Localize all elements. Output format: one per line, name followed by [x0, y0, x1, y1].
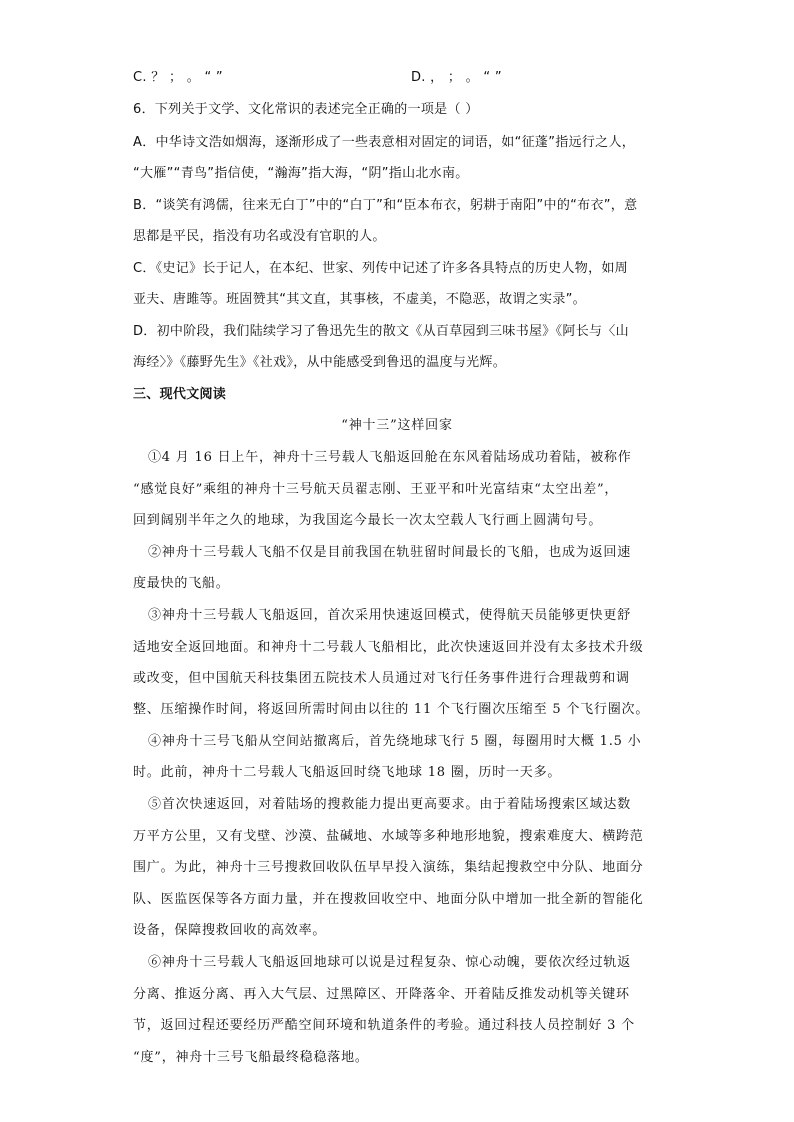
paragraph-1-line3: 回到阔别半年之久的地球，为我国迄今最长一次太空载人飞行画上圆满句号。	[133, 513, 603, 528]
question-6-stem: 6．下列关于文学、文化常识的表述完全正确的一项是（ ）	[133, 102, 479, 117]
paragraph-2-line2: 度最快的飞船。	[133, 576, 230, 591]
paragraph-3-line2: 适地安全返回地面。和神舟十二号载人飞船相比，此次快速返回并没有太多技术升级	[133, 640, 644, 655]
article-title: “神十三”这样回家	[341, 418, 453, 433]
paragraph-6-line2: 分离、推返分离、再入大气层、过黑障区、开降落伞、开着陆反推发动机等关键环	[133, 987, 630, 1002]
question-6-option-c-line2: 亚夫、唐雎等。班固赞其“其文直，其事核，不虚美，不隐恶，故谓之实录”。	[133, 292, 586, 307]
paragraph-3-line4: 整、压缩操作时间，将返回所需时间由以往的 11 个飞行圈次压缩至 5 个飞行圈次。	[133, 702, 650, 717]
paragraph-3-line3: 或改变，但中国航天科技集团五院技术人员通过对飞行任务事件进行合理裁剪和调	[133, 671, 630, 686]
question-6-option-b-line1: B．“谈笑有鸿儒，往来无白丁”中的“白丁”和“臣本布衣，躬耕于南阳”中的“布衣”，意	[133, 198, 638, 213]
paragraph-6-line3: 节，返回过程还要经历严酷空间环境和轨道条件的考验。通过科技人员控制好 3 个	[133, 1018, 635, 1033]
paragraph-5-line4: 队、医监医保等各方面力量，并在搜救回收空中、地面分队中增加一批全新的智能化	[133, 892, 644, 907]
paragraph-5-line5: 设备，保障搜救回收的高效率。	[133, 923, 327, 938]
paragraph-5-line1: ⑤首次快速返回，对着陆场的搜救能力提出更高要求。由于着陆场搜索区域达数	[148, 797, 632, 812]
paragraph-1-line2: “感觉良好”乘组的神舟十三号航天员翟志刚、王亚平和叶光富结束“太空出差”，	[133, 482, 619, 497]
question-6-option-d-line2: 海经〉》《藤野先生》《社戏》，从中能感受到鲁迅的温度与光辉。	[133, 355, 507, 370]
option-c-punctuation: C. ？ ； 。 “ ”	[133, 70, 223, 85]
question-6-option-a-line1: A．中华诗文浩如烟海，逐渐形成了一些表意相对固定的词语，如“征蓬”指远行之人，	[133, 135, 636, 150]
question-6-option-b-line2: 思都是平民，指没有功名或没有官职的人。	[133, 229, 386, 244]
paragraph-6-line4: “度”，神舟十三号飞船最终稳稳落地。	[133, 1050, 369, 1065]
paragraph-5-line2: 万平方公里，又有戈壁、沙漠、盐碱地、水域等多种地形地貌，搜索难度大、横跨范	[133, 829, 644, 844]
paragraph-4-line1: ④神舟十三号飞船从空间站撤离后，首先绕地球飞行 5 圈，每圈用时大概 1.5 小	[148, 734, 642, 749]
question-6-option-d-line1: D．初中阶段，我们陆续学习了鲁迅先生的散文《从百草园到三味书屋》《阿长与〈山	[133, 324, 629, 339]
paragraph-6-line1: ⑥神舟十三号载人飞船返回地球可以说是过程复杂、惊心动魄，要依次经过轨返	[148, 955, 632, 970]
paragraph-2-line1: ②神舟十三号载人飞船不仅是目前我国在轨驻留时间最长的飞船，也成为返回速	[148, 545, 632, 560]
paragraph-1-line1: ①4 月 16 日上午，神舟十三号载人飞船返回舱在东风着陆场成功着陆，被称作	[148, 450, 632, 465]
paragraph-5-line3: 围广。为此，神舟十三号搜救回收队伍早早投入演练，集结起搜救空中分队、地面分	[133, 860, 644, 875]
question-6-option-a-line2: “大雁”“青鸟”指信使，“瀚海”指大海，“阴”指山北水南。	[133, 166, 469, 181]
paragraph-3-line1: ③神舟十三号载人飞船返回，首次采用快速返回模式，使得航天员能够更快更舒	[148, 608, 632, 623]
question-6-option-c-line1: C．《史记》长于记人，在本纪、世家、列传中记述了许多各具特点的历史人物，如周	[133, 261, 628, 276]
paragraph-4-line2: 时。此前，神舟十二号载人飞船返回时绕飞地球 18 圈，历时一天多。	[133, 765, 562, 780]
section-heading: 三、现代文阅读	[133, 387, 227, 402]
option-d-punctuation: D. ， ； 。 “ ”	[411, 70, 502, 85]
